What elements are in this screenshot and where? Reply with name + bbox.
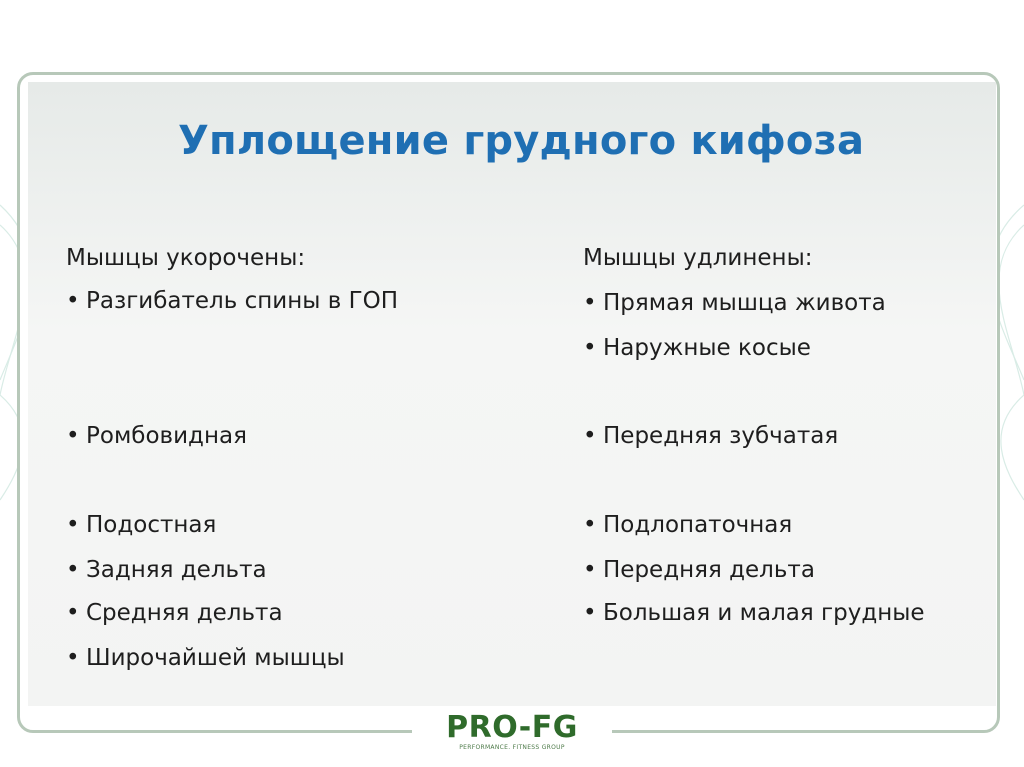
list-item: • Передняя дельта: [583, 557, 815, 583]
logo-tagline: PERFORMANCE. FITNESS GROUP: [459, 744, 565, 751]
list-item: • Широчайшей мышцы: [66, 645, 345, 671]
list-item: • Ромбовидная: [66, 423, 247, 449]
bullet-icon: •: [583, 335, 597, 361]
bullet-icon: •: [66, 423, 80, 449]
list-item: • Передняя зубчатая: [583, 423, 839, 449]
bullet-icon: •: [66, 288, 80, 314]
bullet-icon: •: [583, 290, 597, 316]
list-item: • Задняя дельта: [66, 557, 267, 583]
slide-title: Уплощение грудного кифоза: [178, 118, 865, 164]
bullet-icon: •: [583, 512, 597, 538]
bullet-icon: •: [66, 557, 80, 583]
bullet-icon: •: [66, 645, 80, 671]
list-item: • Разгибатель спины в ГОП: [66, 288, 399, 314]
bullet-icon: •: [583, 423, 597, 449]
bullet-icon: •: [66, 600, 80, 626]
list-item: • Средняя дельта: [66, 600, 283, 626]
right-column-heading: Мышцы удлинены:: [583, 245, 813, 271]
list-item: • Подлопаточная: [583, 512, 793, 538]
pro-fg-logo: [412, 712, 612, 756]
list-item: • Большая и малая грудные: [583, 600, 925, 626]
logo-text: PRO-FG: [446, 710, 578, 745]
bullet-icon: •: [66, 512, 80, 538]
bullet-icon: •: [583, 557, 597, 583]
list-item: • Прямая мышца живота: [583, 290, 886, 316]
list-item: • Подостная: [66, 512, 217, 538]
list-item: • Наружные косые: [583, 335, 811, 361]
bullet-icon: •: [583, 600, 597, 626]
left-column-heading: Мышцы укорочены:: [66, 245, 306, 271]
